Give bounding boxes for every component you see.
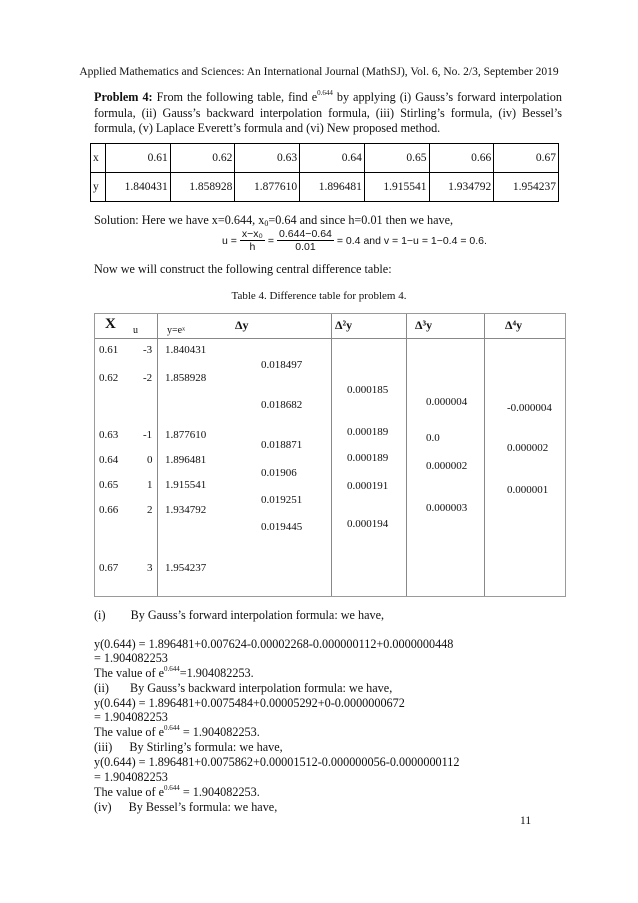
divider: [157, 314, 158, 596]
delta3-cell: 0.000002: [426, 460, 468, 472]
solution-text-2: =0.64 and since h=0.01 then we have,: [268, 213, 454, 227]
method-1-heading: [94, 608, 564, 623]
x-cell: 0.66: [99, 504, 119, 516]
row-label-x: x: [91, 144, 106, 173]
delta2-cell: 0.000185: [347, 384, 389, 396]
value-text-2: = 1.904082253.: [179, 725, 260, 739]
solution-line: [94, 213, 453, 228]
delta3-cell: 0.0: [426, 432, 440, 444]
fraction-2: [277, 228, 334, 253]
delta4-cell: -0.000004: [507, 402, 552, 414]
u-cell: -1: [143, 429, 153, 441]
delta1-cell: 0.018682: [261, 399, 303, 411]
y-cell: 1.858928: [165, 372, 207, 384]
method-2-label: (ii): [94, 681, 109, 695]
method-4-heading: [94, 800, 564, 815]
method-1-label: (i): [94, 608, 106, 622]
solution-subscript: 0: [264, 219, 269, 228]
formula-rest: = 0.4 and v = 1−u = 1−0.4 = 0.6.: [336, 234, 487, 247]
u-formula: [222, 228, 487, 253]
fraction-1: [240, 228, 265, 253]
delta2-cell: 0.000189: [347, 426, 389, 438]
x-cell: 0.61: [99, 344, 119, 356]
fraction-2-num: 0.644−0.64: [279, 228, 332, 240]
method-2-heading: [94, 681, 564, 696]
u-cell: 0: [147, 454, 153, 466]
method-1-result: = 1.904082253: [94, 651, 168, 665]
delta1-cell: 0.01906: [261, 467, 297, 479]
x-cell: 0.67: [99, 562, 119, 574]
header-y: y=eˣ: [167, 325, 185, 336]
x-cell: 0.63: [99, 429, 119, 441]
table-cell: 0.63: [235, 144, 300, 173]
method-3-label: (iii): [94, 740, 113, 754]
u-cell: 1: [147, 479, 153, 491]
delta2-cell: 0.000194: [347, 518, 389, 530]
solution-text: Solution: Here we have x=0.644, x: [94, 213, 265, 227]
delta3-cell: 0.000004: [426, 396, 468, 408]
value-text: The value of e: [94, 785, 165, 799]
x-cell: 0.62: [99, 372, 119, 384]
table-cell: 1.896481: [300, 173, 365, 202]
problem-text-after: by applying (i) Gauss’s forward interpolation formula, (ii) Gauss’s backward interpolation formula, (iii) Stirling’s formula, (iv) Bessel’s formula, (v) Laplace Everett’s formula and (vi) New proposed method.: [94, 90, 562, 135]
problem-label: Problem 4:: [94, 90, 153, 104]
table-row-y: [91, 173, 559, 202]
delta1-cell: 0.018871: [261, 439, 303, 451]
table-cell: 1.934792: [429, 173, 494, 202]
table-cell: 1.877610: [235, 173, 300, 202]
table-cell: 0.65: [364, 144, 429, 173]
row-label-y: y: [91, 173, 106, 202]
y-cell: 1.954237: [165, 562, 207, 574]
method-2-equation: y(0.644) = 1.896481+0.0075484+0.00005292+0-0.0000000672: [94, 696, 405, 710]
difference-table: [94, 313, 566, 597]
delta3-cell: 0.000003: [426, 502, 468, 514]
u-cell: -3: [143, 344, 153, 356]
table-cell: 0.62: [170, 144, 235, 173]
y-cell: 1.915541: [165, 479, 207, 491]
journal-header: Applied Mathematics and Sciences: An International Journal (MathSJ), Vol. 6, No. 2/3, September 2019: [79, 66, 559, 78]
value-exponent: 0.644: [164, 784, 180, 792]
method-3-value: [94, 785, 564, 800]
given-data-table: [90, 143, 559, 202]
problem-exponent: 0.644: [317, 89, 333, 97]
value-exponent: 0.644: [164, 665, 180, 673]
fraction-2-den: 0.01: [295, 241, 316, 253]
header-d2: Δ²y: [335, 318, 353, 332]
y-cell: 1.840431: [165, 344, 207, 356]
header-u: u: [133, 325, 138, 336]
header-d4: Δ⁴y: [505, 318, 523, 332]
delta1-cell: 0.018497: [261, 359, 303, 371]
y-cell: 1.896481: [165, 454, 207, 466]
delta2-cell: 0.000189: [347, 452, 389, 464]
formula-eq: =: [267, 234, 275, 247]
table-cell: 0.67: [494, 144, 559, 173]
method-2-result: = 1.904082253: [94, 710, 168, 724]
method-1-equation: y(0.644) = 1.896481+0.007624-0.00002268-0.000000112+0.0000000448: [94, 637, 454, 651]
fraction-1-den: h: [249, 241, 256, 253]
delta4-cell: 0.000001: [507, 484, 549, 496]
value-text-2: = 1.904082253.: [179, 785, 260, 799]
divider: [331, 314, 332, 596]
header-x: X: [105, 316, 116, 332]
value-text-2: =1.904082253.: [179, 666, 254, 680]
construct-text: Now we will construct the following central difference table:: [94, 262, 392, 276]
table-cell: 1.954237: [494, 173, 559, 202]
method-3-result: = 1.904082253: [94, 770, 168, 784]
table-cell: 1.915541: [364, 173, 429, 202]
y-cell: 1.934792: [165, 504, 207, 516]
delta4-cell: 0.000002: [507, 442, 549, 454]
table-cell: 0.64: [300, 144, 365, 173]
x-cell: 0.65: [99, 479, 119, 491]
value-text: The value of e: [94, 725, 165, 739]
header-d1: Δy: [235, 318, 249, 332]
value-text: The value of e: [94, 666, 165, 680]
problem-text-before: From the following table, find e: [156, 90, 318, 104]
delta2-cell: 0.000191: [347, 480, 389, 492]
page-number: 11: [520, 815, 532, 827]
divider: [406, 314, 407, 596]
delta1-cell: 0.019445: [261, 521, 303, 533]
method-4-label: (iv): [94, 800, 112, 814]
difference-table-header: [95, 314, 565, 339]
method-1-title: By Gauss’s forward interpolation formula: we have,: [130, 608, 385, 622]
u-cell: 2: [147, 504, 153, 516]
method-3-heading: [94, 740, 564, 755]
formula-u: u =: [222, 234, 237, 247]
table-cell: 0.66: [429, 144, 494, 173]
table-cell: 0.61: [106, 144, 171, 173]
delta1-cell: 0.019251: [261, 494, 303, 506]
method-2-value: [94, 725, 564, 740]
x-cell: 0.64: [99, 454, 119, 466]
method-4-title: By Bessel’s formula: we have,: [128, 800, 278, 814]
method-3-equation: y(0.644) = 1.896481+0.0075862+0.00001512-0.000000056-0.0000000112: [94, 755, 460, 769]
table-cell: 1.840431: [106, 173, 171, 202]
fraction-1-num: x−x₀: [241, 228, 263, 240]
value-exponent: 0.644: [164, 724, 180, 732]
table-cell: 1.858928: [170, 173, 235, 202]
u-cell: 3: [147, 562, 153, 574]
method-2-title: By Gauss’s backward interpolation formula: we have,: [129, 681, 393, 695]
table-row-x: [91, 144, 559, 173]
problem-statement: [94, 90, 562, 137]
y-cell: 1.877610: [165, 429, 207, 441]
u-cell: -2: [143, 372, 153, 384]
method-1-value: [94, 666, 564, 681]
header-d3: Δ³y: [415, 318, 433, 332]
method-3-title: By Stirling’s formula: we have,: [129, 740, 283, 754]
table-caption: Table 4. Difference table for problem 4.: [231, 290, 407, 302]
divider: [484, 314, 485, 596]
